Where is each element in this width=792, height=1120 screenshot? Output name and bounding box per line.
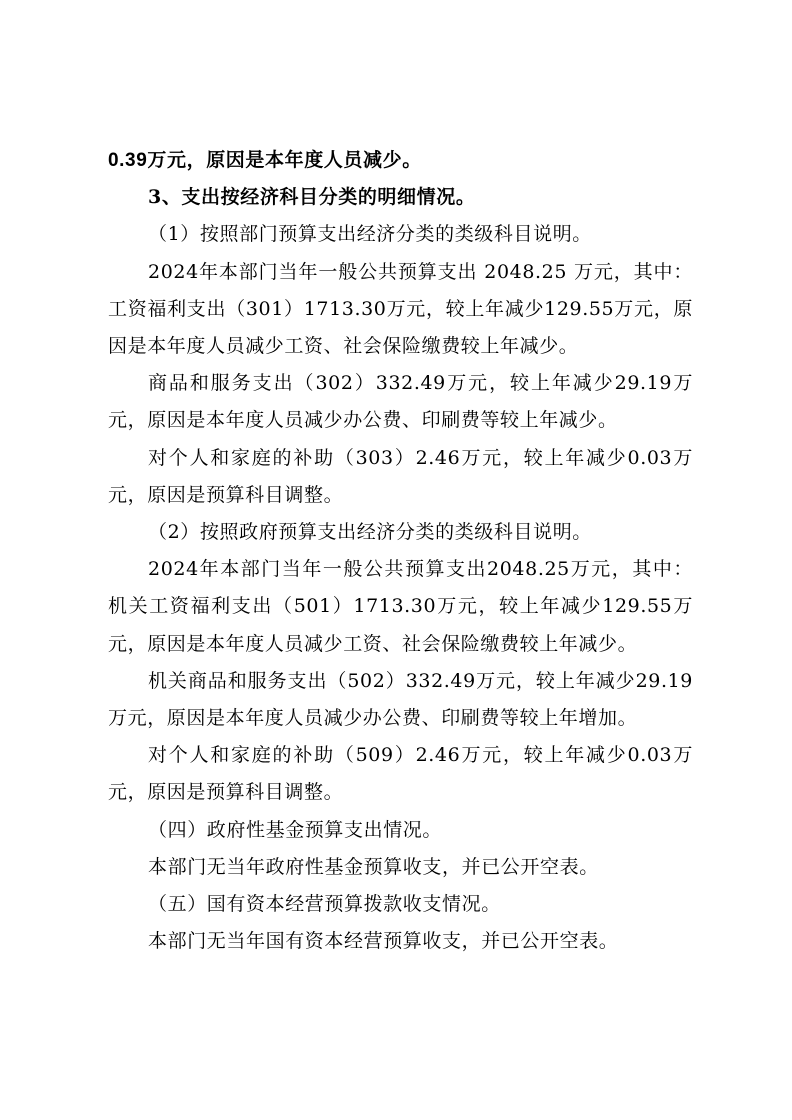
- paragraph-household-subsidy: 对个人和家庭的补助（303）2.46万元，较上年减少0.03万元，原因是预算科目调整。: [108, 446, 693, 506]
- section-heading-4: （四）政府性基金预算支出情况。: [148, 818, 443, 841]
- paragraph-gov-expenditure: 2024年本部门当年一般公共预算支出2048.25万元，其中：机关工资福利支出（501）1713.30万元，较上年减少129.55万元，原因是本年度人员减少工资、社会保险缴费较上年减少。: [108, 558, 693, 655]
- section-heading-5: （五）国有资本经营预算拨款收支情况。: [148, 893, 501, 916]
- paragraph-gov-goods-services: 机关商品和服务支出（502）332.49万元，较上年减少29.19万元，原因是本年度人员减少办公费、印刷费等较上年增加。: [108, 669, 693, 730]
- paragraph-goods-services: 商品和服务支出（302）332.49万元，较上年减少29.19万元，原因是本年度人员减少办公费、印刷费等较上年减少。: [108, 372, 693, 432]
- paragraph-state-capital: 本部门无当年国有资本经营预算收支，并已公开空表。: [148, 930, 619, 953]
- document-body: [108, 142, 693, 960]
- section-heading-3: 3、支出按经济科目分类的明细情况。: [148, 186, 476, 209]
- paragraph-fund-budget: 本部门无当年政府性基金预算收支，并已公开空表。: [148, 855, 599, 878]
- paragraph-continuation: [108, 142, 693, 179]
- paragraph-text: 万元，原因是本年度人员减少。: [147, 149, 422, 171]
- subheading-2: （2）按照政府预算支出经济分类的类级科目说明。: [148, 521, 592, 544]
- paragraph-dept-expenditure: 2024年本部门当年一般公共预算支出 2048.25 万元，其中：工资福利支出（301）1713.30万元，较上年减少129.55万元，原因是本年度人员减少工资、社会保险缴费较上年减少。: [108, 260, 693, 358]
- subheading-1: （1）按照部门预算支出经济分类的类级科目说明。: [148, 223, 592, 246]
- paragraph-gov-household-subsidy: 对个人和家庭的补助（509）2.46万元，较上年减少0.03万元，原因是预算科目调整。: [108, 744, 693, 804]
- amount-number: 0.39: [108, 150, 148, 171]
